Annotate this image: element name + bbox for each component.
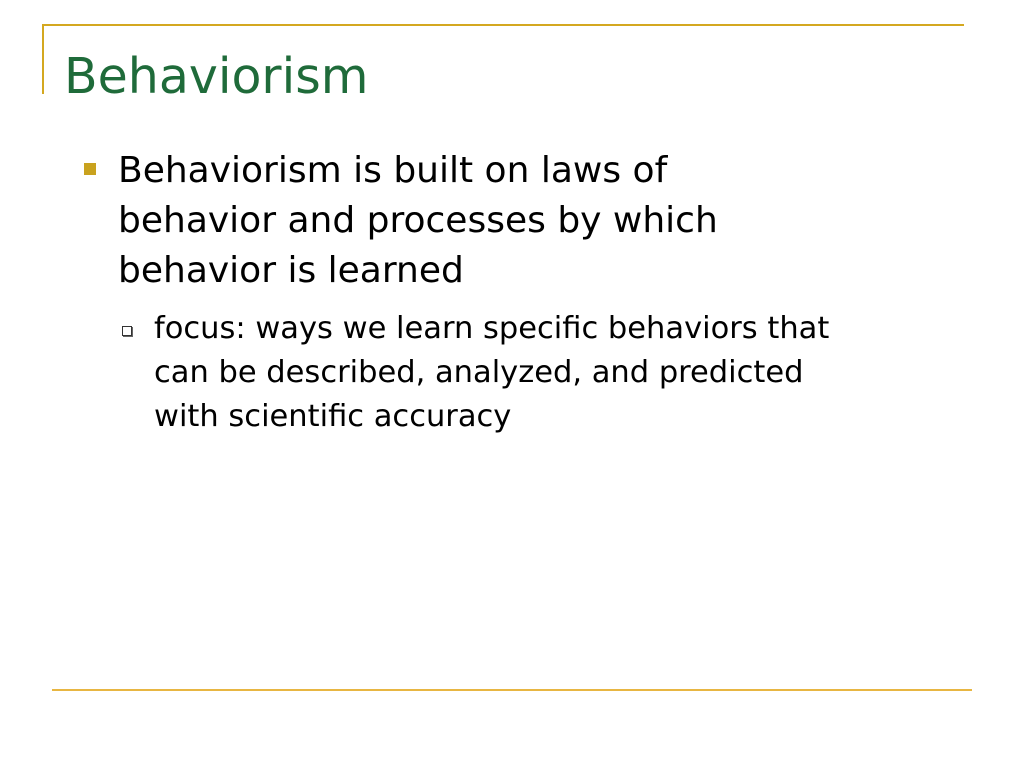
frame-left-rule [42, 24, 44, 94]
filled-square-bullet-icon [84, 163, 96, 175]
sub-bullet-text: focus: ways we learn specific behaviors that can be described, analyzed, and predicted with scientific accuracy [154, 311, 830, 434]
hollow-square-bullet-icon [122, 326, 132, 336]
frame-top-rule [42, 24, 964, 26]
slide-title: Behaviorism [64, 48, 369, 105]
bullet-text: Behaviorism is built on laws of behavior and processes by which behavior is learned [118, 150, 718, 291]
footer-rule [52, 689, 972, 691]
